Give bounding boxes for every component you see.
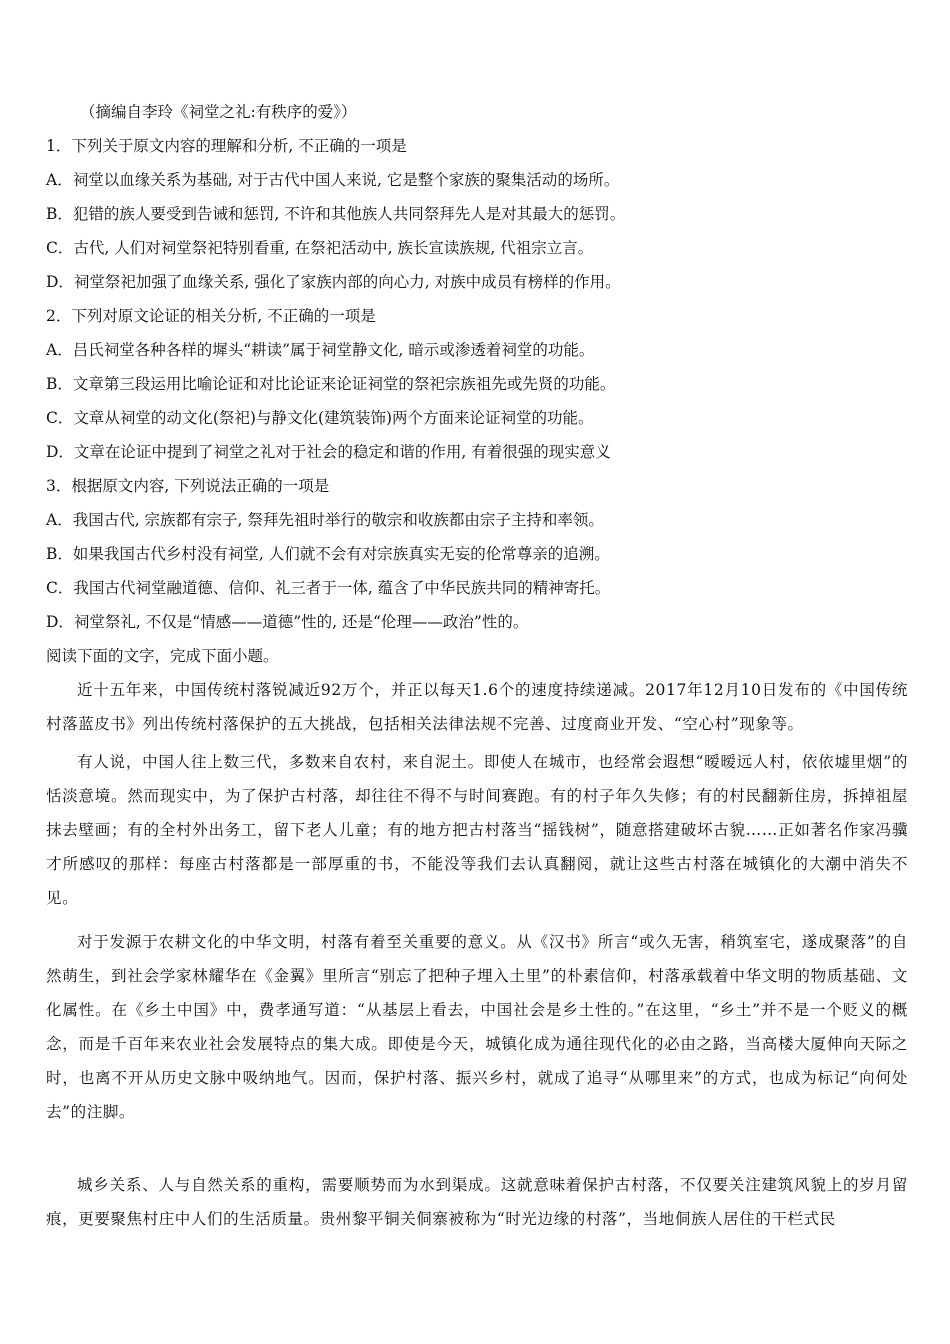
question-2-stem: 2．下列对原文论证的相关分析, 不正确的一项是	[46, 307, 376, 325]
question-1-stem: 1．下列关于原文内容的理解和分析, 不正确的一项是	[46, 137, 407, 155]
question-3-option-c: C．我国古代祠堂融道德、信仰、礼三者于一体, 蕴含了中华民族共同的精神寄托。	[46, 579, 611, 597]
reading-instruction: 阅读下面的文字，完成下面小题。	[46, 647, 279, 665]
question-1-option-a: A．祠堂以血缘关系为基础, 对于古代中国人来说, 它是整个家族的聚集活动的场所。	[46, 171, 620, 189]
question-2-option-d: D．文章在论证中提到了祠堂之礼对于社会的稳定和谐的作用, 有着很强的现实意义	[46, 443, 611, 461]
passage-paragraph-1: 近十五年来，中国传统村落锐减近92万个，并正以每天1.6个的速度持续递减。2017年12月10日发布的《中国传统村落蓝皮书》列出传统村落保护的五大挑战，包括相关法律法规不完善、过度商业开发、“空心村”现象等。	[46, 681, 908, 733]
question-3-option-a: A．我国古代, 宗族都有宗子, 祭拜先祖时举行的敬宗和收族都由宗子主持和率领。	[46, 511, 604, 529]
question-1-option-d: D．祠堂祭祀加强了血缘关系, 强化了家族内部的向心力, 对族中成员有榜样的作用。	[46, 273, 621, 291]
passage-paragraph-3: 对于发源于农耕文化的中华文明，村落有着至关重要的意义。从《汉书》所言“或久无害，稍筑室宅，遂成聚落”的自然萌生，到社会学家林耀华在《金翼》里所言“别忘了把种子埋入土里”的朴素信仰，村落承载着中华文明的物质基础、文化属性。在《乡土中国》中，费孝通写道：“从基层上看去，中国社会是乡土性的。”在这里，“乡土”并不是一个贬义的概念，而是千百年来农业社会发展特点的集大成。即使是今天，城镇化成为通往现代化的必由之路，当高楼大厦伸向天际之时，也离不开从历史文脉中吸纳地气。因而，保护村落、振兴乡村，就成了追寻“从哪里来”的方式，也成为标记“向何处去”的注脚。	[46, 933, 908, 1121]
passage-paragraph-4: 城乡关系、人与自然关系的重构，需要顺势而为水到渠成。这就意味着保护古村落，不仅要关注建筑风貌上的岁月留痕，更要聚焦村庄中人们的生活质量。贵州黎平铜关侗寨被称为“时光边缘的村落”，当地侗族人居住的干栏式民	[46, 1176, 908, 1228]
question-2-option-a: A．吕氏祠堂各种各样的墀头“耕读”属于祠堂静文化, 暗示或渗透着祠堂的功能。	[46, 341, 595, 359]
question-2-option-b: B．文章第三段运用比喻论证和对比论证来论证祠堂的祭祀宗族祖先或先贤的功能。	[46, 375, 616, 393]
question-3-stem: 3．根据原文内容, 下列说法正确的一项是	[46, 477, 330, 495]
question-2-option-c: C．文章从祠堂的动文化(祭祀)与静文化(建筑装饰)两个方面来论证祠堂的功能。	[46, 409, 594, 427]
question-1-option-c: C．古代, 人们对祠堂祭祀特别看重, 在祭祀活动中, 族长宣读族规, 代祖宗立言。	[46, 239, 594, 257]
question-3-option-d: D．祠堂祭礼, 不仅是“情感——道德”性的, 还是“伦理——政治”性的。	[46, 613, 529, 631]
question-3-option-b: B．如果我国古代乡村没有祠堂, 人们就不会有对宗族真实无妄的伦常尊亲的追溯。	[46, 545, 610, 563]
source-note: （摘编自李玲《祠堂之礼:有秩序的爱》）	[80, 103, 357, 121]
question-1-option-b: B．犯错的族人要受到告诫和惩罚, 不许和其他族人共同祭拜先人是对其最大的惩罚。	[46, 205, 626, 223]
passage-paragraph-2: 有人说，中国人往上数三代，多数来自农村，来自泥土。即使人在城市，也经常会遐想“暧暧远人村，依依墟里烟”的恬淡意境。然而现实中，为了保护古村落，却往往不得不与时间赛跑。有的村子年久失修；有的村民翻新住房，拆掉祖屋抹去壁画；有的全村外出务工，留下老人儿童；有的地方把古村落当“摇钱树”，随意搭建破坏古貌……正如著名作家冯骥才所感叹的那样：每座古村落都是一部厚重的书，不能没等我们去认真翻阅，就让这些古村落在城镇化的大潮中消失不见。	[46, 753, 908, 907]
